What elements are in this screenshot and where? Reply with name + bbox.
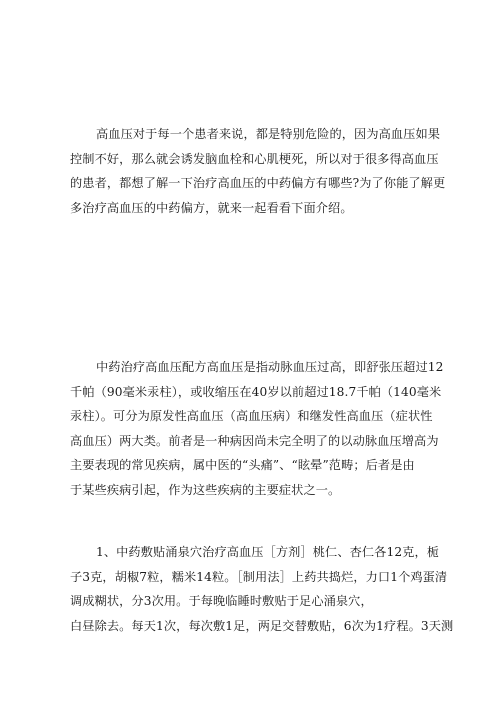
paragraph-line: 千帕（90毫米汞柱），或收缩压在40岁以前超过18.7千帕（140毫米: [70, 384, 442, 399]
definition-paragraph: [70, 355, 444, 502]
paragraph-line: 子3克，胡椒7粒，糯米14粒。［制用法］上药共捣烂，力口1个鸡蛋清: [70, 569, 448, 584]
paragraph-line: 中药治疗高血压配方高血压是指动脉血压过高，即舒张压超过12: [96, 360, 444, 374]
paragraph-line: 的患者，都想了解一下治疗高血压的中药偏方有哪些?为了你能了解更: [70, 176, 446, 190]
paragraph-line: 1、中药敷贴涌泉穴治疗高血压［方剂］桃仁、杏仁各12克，栀: [96, 545, 440, 559]
paragraph-line: 高血压对于每一个患者来说，都是特别危险的，因为高血压如果: [96, 127, 441, 141]
paragraph-line: 白昼除去。每天1次，每次敷1足，两足交替敷贴，6次为1疗程。3天测: [70, 618, 454, 633]
paragraph-line: 多治疗高血压的中药偏方，就来一起看看下面介绍。: [70, 200, 353, 215]
remedy-paragraph: [70, 540, 454, 638]
paragraph-line: 控制不好，那么就会诱发脑血栓和心肌梗死，所以对于很多得高血压: [70, 151, 439, 166]
paragraph-line: 于某些疾病引起，作为这些疾病的主要症状之一。: [70, 482, 341, 497]
paragraph-line: 主要表现的常见疾病，属中医的“头痛”、“眩晕”范畴；后者是由: [70, 458, 415, 472]
intro-paragraph: [70, 122, 446, 220]
paragraph-line: 调成糊状，分3次用。于每晚临睡时敷贴于足心涌泉穴，: [70, 594, 373, 608]
paragraph-line: 汞柱）。可分为原发性高血压（高血压病）和继发性高血压（症状性: [70, 409, 433, 423]
paragraph-line: 高血压）两大类。前者是一种病因尚未完全明了的以动脉血压增高为: [70, 433, 439, 448]
